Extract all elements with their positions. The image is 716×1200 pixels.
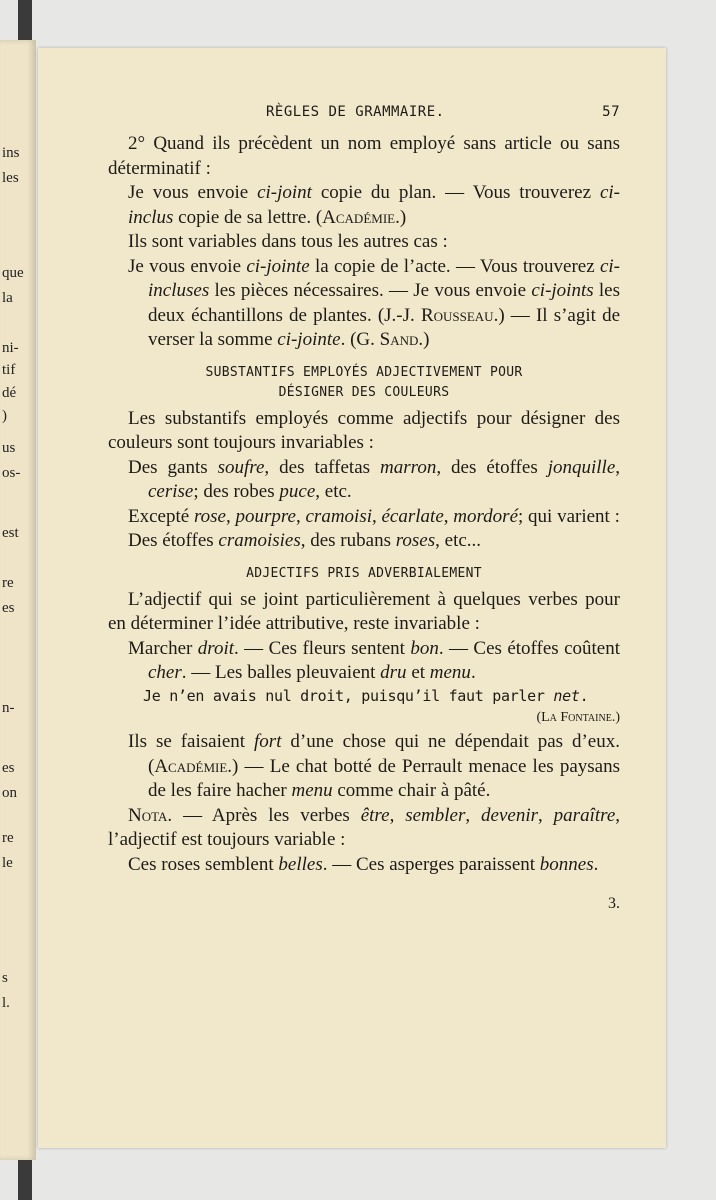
text-run: Des étoffes	[128, 530, 219, 551]
text-run: Ils se faisaient	[128, 731, 255, 752]
left-margin-fragment: us	[2, 440, 16, 456]
left-margin-fragment: les	[2, 170, 19, 186]
quotation	[108, 686, 620, 706]
italic-term: net	[553, 686, 580, 705]
text-run: .)	[418, 329, 430, 350]
left-margin-fragment: on	[2, 785, 17, 801]
text-run: les pièces nécessaires. — Je vous envoie	[209, 280, 532, 301]
text-run: (	[536, 709, 542, 725]
italic-term: cerise	[148, 481, 194, 502]
paragraph	[108, 132, 620, 181]
left-page-edge	[0, 40, 36, 1160]
left-margin-fragment: le	[2, 855, 13, 871]
running-header	[108, 104, 620, 124]
small-caps-name: Rousseau	[420, 304, 494, 326]
italic-term: menu	[429, 662, 471, 683]
signature-mark: 3.	[608, 895, 620, 912]
text-run: .)	[395, 206, 407, 228]
italic-term: marron	[380, 456, 437, 478]
left-margin-fragment: n-	[2, 700, 15, 716]
paragraph	[108, 505, 620, 530]
section-heading	[108, 564, 620, 584]
left-margin-fragment: )	[2, 408, 7, 424]
text-run: . — Ces asperges paraissent	[322, 853, 540, 875]
page-body	[108, 132, 620, 877]
paragraph	[108, 456, 620, 505]
paragraph	[108, 853, 620, 878]
text-run: 2° Quand ils précèdent un nom employé sans article ou sans déterminatif :	[108, 133, 620, 179]
italic-term: être	[360, 804, 390, 826]
italic-term: dru	[380, 662, 407, 683]
book-page	[38, 48, 666, 1148]
left-margin-fragment: la	[2, 290, 13, 306]
italic-term: bonnes	[539, 853, 594, 875]
text-run: Ces roses semblent	[128, 853, 279, 875]
text-run: Je vous envoie	[128, 182, 258, 203]
italic-term: roses	[395, 530, 436, 551]
text-run: .	[470, 662, 476, 683]
paragraph	[108, 637, 620, 686]
small-caps-name: Sand	[379, 329, 419, 350]
italic-term: droit	[197, 637, 235, 659]
text-run: . — Ces étoffes coûtent	[438, 637, 620, 659]
text-run: , etc...	[435, 530, 482, 551]
text-run: L’adjectif qui se joint particulièrement à quelques verbes pour en déterminer l’idée attributive, reste invariable :	[108, 588, 620, 634]
text-run: d’une chose qui ne dépendait pas d’eux. (	[148, 731, 620, 777]
text-run: , des étoffes	[436, 456, 548, 478]
paragraph	[108, 181, 620, 230]
paragraph	[108, 588, 620, 637]
text-run: Je vous envoie	[128, 255, 247, 277]
paragraph	[108, 730, 620, 804]
text-run: . — Après les verbes	[167, 804, 361, 826]
text-run: .	[593, 853, 599, 875]
italic-term: pourpre	[235, 505, 296, 527]
text-run: la copie de l’acte. — Vous trouverez	[309, 255, 600, 277]
text-run: , des rubans	[300, 530, 396, 551]
small-caps-name: Académie	[322, 206, 396, 228]
italic-term: ci-joint	[257, 182, 312, 203]
quotation	[108, 706, 620, 731]
left-margin-fragment: ins	[2, 145, 20, 161]
text-run: , etc.	[315, 481, 352, 502]
section-heading	[108, 363, 620, 403]
text-run: .	[579, 686, 589, 705]
italic-term: bon	[410, 637, 439, 659]
text-run: et	[406, 662, 430, 683]
text-run: . — Ces fleurs sentent	[234, 637, 411, 659]
left-margin-fragment: es	[2, 760, 15, 776]
italic-term: puce	[279, 481, 316, 502]
text-run: ,	[443, 505, 454, 527]
italic-term: menu	[291, 780, 333, 801]
italic-term: sembler	[405, 804, 466, 826]
paragraph	[108, 804, 620, 853]
section-heading-line: ADJECTIFS PRIS ADVERBIALEMENT	[246, 565, 482, 581]
text-run: Ils sont variables dans tous les autres cas :	[128, 231, 448, 252]
text-run: ,	[538, 804, 554, 826]
italic-term: paraître	[553, 804, 616, 826]
italic-term: mordoré	[453, 505, 519, 527]
text-run: Je n’en avais nul droit, puisqu’il faut parler	[143, 686, 554, 705]
text-run: .) — Il s’agit de verser la somme	[148, 304, 621, 350]
section-heading-line: SUBSTANTIFS EMPLOYÉS ADJECTIVEMENT POUR	[205, 364, 523, 380]
italic-term: ci-joints	[531, 280, 594, 301]
paragraph	[108, 230, 620, 255]
paragraph	[108, 407, 620, 456]
left-margin-fragment: ni-	[2, 340, 19, 356]
text-run: . — Les balles pleuvaient	[181, 662, 381, 683]
text-run: Des gants	[128, 456, 218, 478]
left-margin-fragment: re	[2, 575, 14, 591]
text-run: ,	[372, 505, 382, 527]
italic-term: cramoisies	[218, 530, 301, 551]
text-run: , l’adjectif est toujours variable :	[108, 804, 620, 850]
text-run: Excepté	[128, 505, 194, 527]
left-margin-fragment: est	[2, 525, 19, 541]
left-margin-fragment: re	[2, 830, 14, 846]
text-run: ,	[225, 505, 236, 527]
text-run: ; des robes	[193, 481, 280, 502]
italic-term: rose	[193, 505, 226, 527]
text-run: .) — Le chat botté de Perrault menace les paysans de les faire hacher	[148, 755, 620, 801]
small-caps-name: Académie	[154, 755, 228, 777]
italic-term: ci-jointe	[277, 329, 341, 350]
text-run: ,	[389, 804, 406, 826]
left-margin-fragment: l.	[2, 995, 10, 1011]
paragraph	[108, 255, 620, 353]
italic-term: belles	[278, 853, 323, 875]
left-margin-fragment: tif	[2, 362, 16, 378]
italic-term: écarlate	[381, 505, 444, 527]
text-run: copie de sa lettre. (	[173, 206, 323, 228]
left-margin-fragment: dé	[2, 385, 17, 401]
text-run: Les substantifs employés comme adjectifs pour désigner des couleurs sont toujours invariables :	[108, 407, 620, 453]
text-run: ,	[296, 505, 306, 527]
italic-term: cramoisi	[305, 505, 372, 527]
page-number: 57	[602, 104, 620, 120]
italic-term: soufre	[217, 456, 265, 478]
text-run: .)	[611, 709, 620, 725]
left-margin-fragment: que	[2, 265, 24, 281]
italic-term: ci-incluses	[148, 255, 621, 301]
italic-term: jonquille	[547, 456, 616, 478]
text-run: les deux échantillons de plantes. (J.-J.	[148, 280, 620, 326]
running-title: RÈGLES DE GRAMMAIRE.	[266, 104, 445, 120]
text-run: ,	[465, 804, 482, 826]
italic-term: fort	[254, 731, 282, 752]
text-run: comme chair à pâté.	[332, 780, 491, 801]
small-caps-name: Nota	[128, 804, 168, 826]
text-run: , des taffetas	[264, 456, 381, 478]
text-run: ,	[615, 456, 621, 478]
italic-term: ci-jointe	[246, 255, 310, 277]
text-run: ; qui varient :	[518, 505, 620, 527]
text-run: copie du plan. — Vous trouverez	[311, 182, 600, 203]
italic-term: devenir	[481, 804, 539, 826]
paragraph	[108, 529, 620, 554]
section-heading-line: DÉSIGNER DES COULEURS	[278, 384, 450, 400]
text-run: . (G.	[340, 329, 380, 350]
left-margin-fragment: s	[2, 970, 8, 986]
text-run: Marcher	[128, 637, 198, 659]
left-margin-fragment: es	[2, 600, 15, 616]
small-caps-name: La Fontaine	[541, 709, 612, 725]
left-margin-fragment: os-	[2, 465, 21, 481]
italic-term: cher	[148, 662, 182, 683]
italic-term: ci-inclus	[128, 182, 620, 228]
